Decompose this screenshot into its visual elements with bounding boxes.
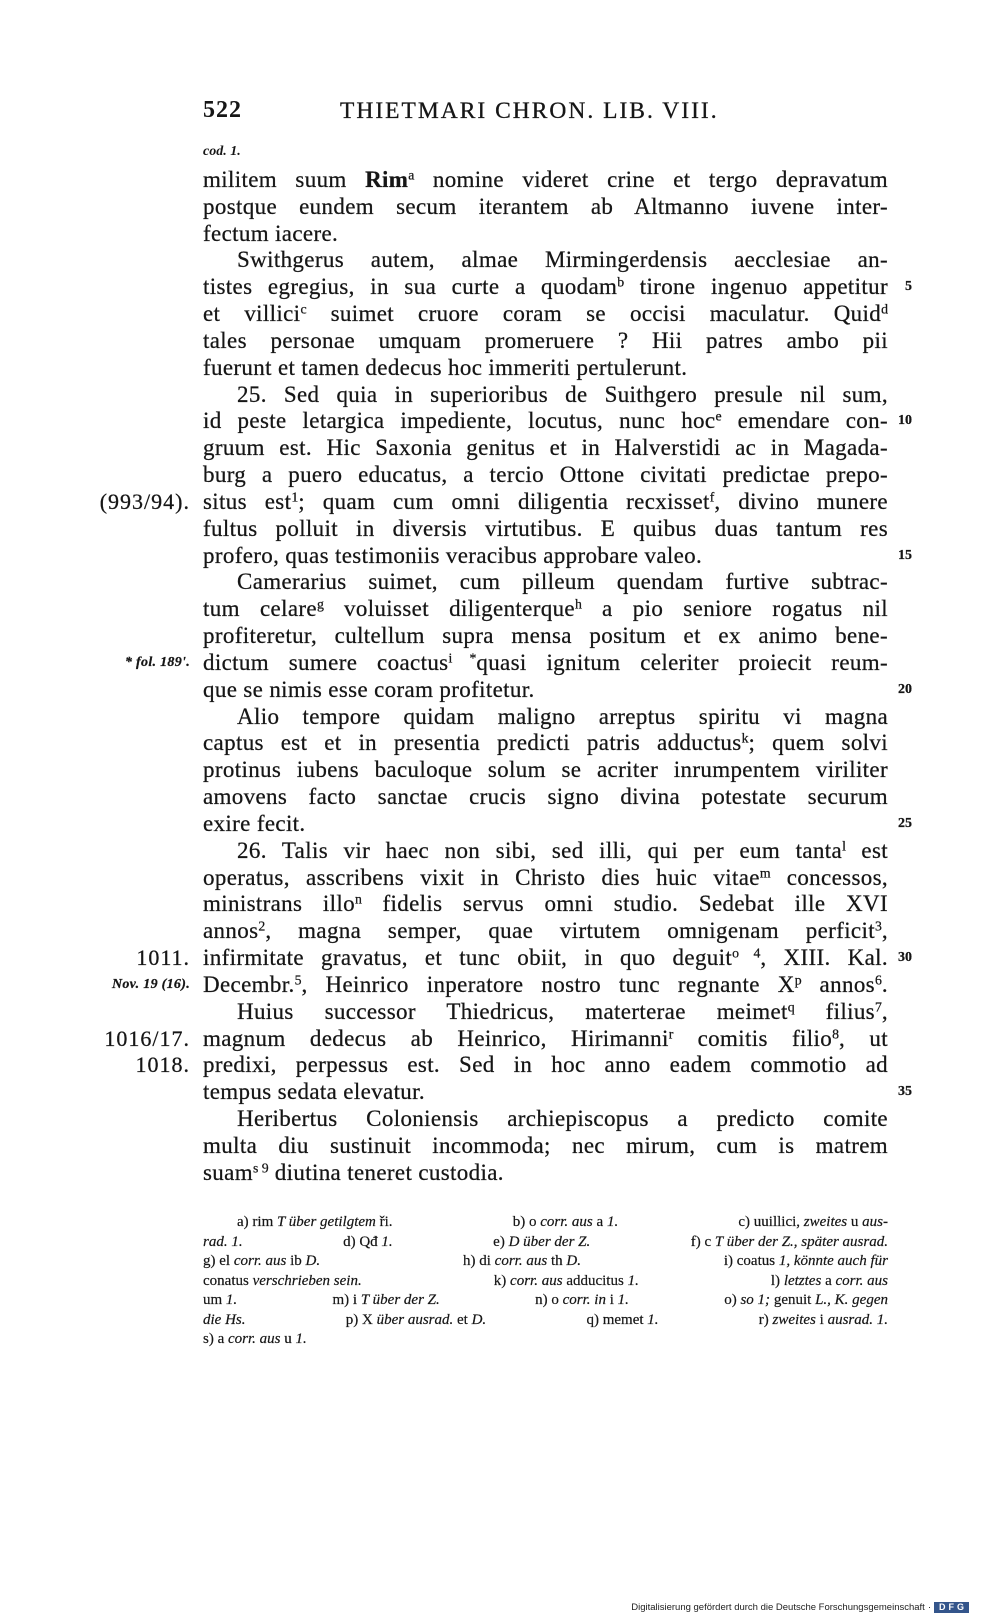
credit-separator: · — [927, 1601, 931, 1613]
margin-note: 1016/17. — [104, 1025, 190, 1051]
text-line — [111, 971, 888, 999]
text-run: exire fecit. — [203, 810, 306, 836]
text-line — [203, 757, 888, 784]
footnote-reference: b — [617, 274, 625, 290]
italic-text: 1. — [606, 1214, 619, 1230]
text-line — [203, 408, 912, 435]
italic-text: corr. aus — [494, 1253, 548, 1269]
text-line — [203, 435, 888, 462]
text-run: dictum sumere coactus — [203, 649, 449, 675]
text-run: burg a puero educatus, a tercio Ottone civitati predictae prepo- — [203, 462, 888, 488]
text-line — [203, 355, 888, 382]
text-run: operatus, asscribens vixit in Christo dies huic vitae — [203, 864, 760, 890]
italic-text: so 1; — [740, 1292, 771, 1308]
footnote-reference: q — [787, 999, 795, 1015]
text-run: q) memet — [586, 1311, 648, 1328]
text-line — [203, 891, 888, 918]
bold-text: Rim — [365, 167, 409, 192]
running-title: THIETMARI CHRON. LIB. VIII. — [340, 98, 719, 124]
text-line — [203, 838, 888, 865]
italic-text: corr. aus — [228, 1331, 281, 1347]
text-run: genuit — [770, 1292, 816, 1308]
paragraph — [104, 998, 912, 1106]
footnote-entry — [203, 1311, 246, 1331]
margin-note: 1011. — [136, 945, 190, 971]
dfg-logo-icon: DFG — [934, 1602, 969, 1613]
footnote-reference: n — [355, 891, 362, 907]
footnote-entry — [494, 1272, 639, 1292]
text-line — [203, 596, 888, 623]
footnote-reference: i — [448, 650, 453, 666]
digitization-credit — [631, 1600, 969, 1614]
text-run: um — [203, 1292, 226, 1308]
footnote-reference: 2 — [258, 918, 266, 934]
text-run: adducitus — [562, 1272, 628, 1289]
text-run: Decembr. — [203, 971, 295, 997]
italic-text: D. — [471, 1311, 487, 1328]
italic-text: D. — [305, 1253, 321, 1269]
text-run: , Heinrico inperatore nostro tunc regnante X — [301, 971, 795, 997]
text-run: fectum iacere. — [203, 220, 339, 246]
text-run: id peste letargica impediente, locutus, nunc hoc — [203, 408, 716, 434]
italic-text: 1. — [381, 1233, 393, 1250]
footnote-entry — [724, 1252, 888, 1272]
text-run: g) el — [203, 1253, 234, 1269]
italic-text: ausrad. 1. — [827, 1311, 888, 1328]
text-line — [124, 649, 888, 677]
text-run: Alio tempore quidam maligno arreptus spiritu vi magna — [237, 703, 888, 729]
text-run: captus est et in presentia predicti patris adductus — [203, 730, 742, 756]
text-run: profero, quas testimoniis veracibus approbare valeo. — [203, 542, 703, 568]
text-line — [203, 999, 888, 1026]
italic-text: L., K. gegen — [815, 1292, 888, 1308]
paragraph — [99, 381, 912, 570]
footnote-reference: * — [452, 650, 477, 666]
text-line — [203, 1160, 888, 1187]
text-run: militem suum — [203, 167, 366, 192]
text-line — [203, 462, 888, 489]
text-line — [203, 382, 888, 409]
text-run: ; quem solvi — [748, 730, 889, 756]
text-line — [135, 1052, 888, 1079]
footnote-reference: 8 — [832, 1025, 840, 1041]
text-line — [203, 676, 912, 704]
text-run: Swithgerus autem, almae Mirmingerdensis aecclesiae an- — [237, 247, 888, 273]
footnote-reference: 6 — [874, 972, 882, 988]
text-line — [203, 704, 888, 731]
italic-text: über ausrad. — [376, 1311, 454, 1328]
footnote-entry — [759, 1311, 888, 1331]
text-run: suimet cruore coram se occisi maculatur. Quid — [306, 301, 882, 327]
italic-text: corr. in — [562, 1292, 606, 1308]
footnote-line — [203, 1272, 888, 1292]
footnote-reference: g — [316, 596, 324, 612]
text-line — [203, 247, 888, 274]
footnote-entry — [513, 1213, 618, 1233]
footnote-entry — [724, 1291, 888, 1311]
text-run: et — [453, 1311, 472, 1328]
italic-text: die Hs. — [203, 1311, 246, 1328]
text-run: b) o — [512, 1214, 541, 1230]
text-run: nomine videret crine et tergo depravatum — [414, 167, 888, 192]
text-run: tales personae umquam promeruere ? Hii patres ambo pii — [203, 327, 888, 353]
italic-text: corr. aus — [233, 1253, 287, 1269]
text-line — [203, 328, 888, 355]
footnote-entry — [203, 1330, 307, 1350]
footnote-entry — [493, 1233, 590, 1253]
text-run: i — [605, 1292, 618, 1308]
footnote-reference: k — [741, 730, 749, 746]
footnote-entry — [738, 1213, 888, 1233]
italic-text: corr. aus — [540, 1214, 593, 1230]
text-run: a pio seniore rogatus nil — [581, 596, 888, 622]
text-line — [136, 945, 912, 972]
italic-text: T über der Z. — [360, 1292, 440, 1308]
text-line — [203, 865, 888, 892]
footnote-reference: a — [408, 167, 415, 183]
italic-text: 1. — [225, 1292, 238, 1308]
text-run: s) a — [203, 1331, 228, 1347]
footnote-reference: o 4 — [732, 945, 761, 961]
footnote-reference: l — [842, 838, 846, 854]
text-run: i — [815, 1311, 828, 1328]
text-run: r) — [758, 1311, 773, 1328]
text-run: tirone ingenuo appetitur — [624, 274, 888, 300]
italic-text: corr. aus — [835, 1272, 888, 1289]
line-number: 25 — [898, 815, 912, 831]
footnote-entry — [203, 1272, 362, 1292]
text-run: concessos, — [770, 864, 888, 890]
italic-text: corr. aus — [510, 1272, 563, 1289]
text-run: predixi, perpessus est. Sed in hoc anno eadem commotio ad — [203, 1052, 888, 1078]
text-run: th — [547, 1253, 567, 1269]
text-run: ministrans illo — [203, 891, 355, 917]
text-run: annos — [801, 971, 875, 997]
text-run: gruum est. Hic Saxonia genitus et in Halverstidi ac in Magada- — [203, 435, 888, 461]
italic-text: 1. — [627, 1272, 639, 1289]
paragraph — [111, 837, 912, 999]
text-line — [203, 194, 888, 221]
margin-note: * fol. 189'. — [124, 654, 190, 670]
footnote-entry — [203, 1252, 320, 1272]
italic-text: zweites — [772, 1311, 816, 1328]
text-run: que se nimis esse coram profitetur. — [203, 676, 535, 702]
credit-text: Digitalisierung gefördert durch die Deutsche Forschungsgemeinschaft — [631, 1601, 925, 1613]
footnote-reference: c — [300, 301, 307, 317]
main-text — [99, 167, 912, 1186]
text-run: protinus iubens baculoque solum se acriter inrumpentem viriliter — [203, 757, 888, 783]
text-line — [203, 221, 888, 248]
text-run: , XIII. Kal. — [760, 945, 888, 971]
text-line — [203, 1106, 888, 1133]
footnote-entry — [203, 1291, 237, 1311]
footnote-reference: s 9 — [252, 1160, 269, 1176]
text-run: quasi ignitum celeriter proiecit reum- — [476, 649, 888, 675]
footnote-line — [203, 1233, 888, 1253]
text-run: h) di — [463, 1253, 495, 1269]
footnote-entry — [203, 1233, 243, 1253]
text-run: ři. — [375, 1214, 393, 1230]
text-line — [99, 488, 888, 516]
text-line — [203, 569, 888, 596]
text-run: conatus — [203, 1272, 253, 1289]
italic-text: T über getilgtem — [276, 1214, 376, 1230]
footnote-entry — [771, 1272, 888, 1292]
text-run: ; quam cum omni diligentia recxisset — [298, 488, 710, 514]
italic-text: 1. — [617, 1292, 629, 1308]
text-run: Camerarius suimet, cum pilleum quendam furtive subtrac- — [237, 569, 888, 595]
page-number: 522 — [203, 97, 242, 123]
line-number: 20 — [898, 681, 912, 697]
italic-text: letztes — [783, 1272, 822, 1289]
text-run: comitis filio — [673, 1025, 833, 1051]
paragraph — [203, 703, 912, 838]
footnote-reference: m — [759, 864, 771, 880]
paragraph — [203, 247, 912, 381]
text-line — [203, 274, 912, 301]
text-run: postque eundem secum iterantem ab Altmanno iuvene inter- — [203, 193, 888, 219]
text-run: k) — [493, 1272, 511, 1289]
text-line — [104, 1025, 888, 1053]
text-run: n) o — [535, 1292, 563, 1308]
footnote-entry — [691, 1233, 888, 1253]
footnote-line — [203, 1213, 888, 1233]
text-run: 25. Sed quia in superioribus de Suithgero presule nil sum, — [237, 381, 888, 407]
text-line — [203, 1133, 888, 1160]
text-run: fultus polluit in diversis virtutibus. E quibus duas tantum res — [203, 515, 888, 541]
text-run: , — [881, 998, 888, 1024]
footnote-reference: 3 — [874, 918, 882, 934]
margin-note: Nov. 19 (16). — [111, 976, 190, 992]
line-number: 5 — [905, 279, 912, 295]
text-line — [203, 167, 888, 194]
text-run: et villici — [203, 301, 301, 327]
text-run: a — [821, 1272, 836, 1289]
footnote-reference: r — [668, 1025, 674, 1041]
text-run: l) — [770, 1272, 784, 1289]
text-run: ib — [286, 1253, 306, 1269]
paragraph — [203, 1106, 888, 1186]
footnote-reference: f — [709, 489, 715, 505]
italic-text: verschrieben sein. — [252, 1272, 362, 1289]
footnote-reference: d — [881, 301, 889, 317]
text-run: tum celare — [203, 596, 317, 622]
text-run: amovens facto sanctae crucis signo divina potestate securum — [203, 784, 888, 810]
margin-note: (993/94). — [99, 488, 190, 514]
footnote-line — [203, 1252, 888, 1272]
text-run: annos — [203, 918, 259, 944]
line-number: 15 — [898, 547, 912, 563]
text-run: i) coatus — [723, 1253, 779, 1269]
footnote-entry — [346, 1311, 486, 1331]
text-line — [203, 301, 888, 328]
text-run: , ut — [839, 1025, 888, 1051]
italic-text: D. — [566, 1253, 581, 1269]
text-run: tistes egregius, in sua curte a quodam — [203, 274, 618, 300]
text-run: f) c — [690, 1233, 715, 1250]
text-run: situs est — [203, 488, 292, 514]
text-run: fuerunt et tamen dedecus hoc immeriti pertulerunt. — [203, 354, 688, 380]
text-line — [203, 542, 912, 570]
footnote-entry — [535, 1291, 629, 1311]
text-run: . — [881, 971, 888, 997]
text-run: , magna semper, quae virtutem omnigenam perficit — [265, 918, 875, 944]
text-run: a — [592, 1214, 607, 1230]
text-run: filius — [794, 998, 875, 1024]
italic-text: D über der Z. — [508, 1233, 591, 1250]
text-run: u — [847, 1214, 863, 1230]
line-number: 30 — [898, 950, 912, 966]
italic-text: 1. — [295, 1331, 307, 1347]
text-run: c) uuillici, — [738, 1214, 804, 1230]
text-line — [203, 730, 888, 757]
italic-text: zweites — [803, 1214, 848, 1230]
line-number: 10 — [898, 413, 912, 429]
footnote-entry — [333, 1291, 440, 1311]
text-run: Heribertus Coloniensis archiepiscopus a predicto comite — [237, 1105, 888, 1131]
text-line — [203, 810, 912, 838]
text-run: d) Qđ — [343, 1233, 382, 1250]
footnote-reference: e — [715, 408, 722, 424]
text-run: infirmitate gravatus, et tunc obiit, in quo deguit — [203, 945, 733, 971]
text-run: , — [881, 918, 888, 944]
footnote-line — [203, 1291, 888, 1311]
text-run: o) — [724, 1292, 741, 1308]
text-line — [203, 918, 888, 945]
text-line — [203, 516, 888, 543]
text-run: m) i — [332, 1292, 361, 1308]
text-run: tempus sedata elevatur. — [203, 1079, 426, 1105]
paragraph — [203, 167, 888, 247]
text-run: diutina teneret custodia. — [268, 1159, 504, 1185]
text-run: suam — [203, 1159, 253, 1185]
text-run: , divino munere — [714, 488, 888, 514]
text-run: emendare con- — [721, 408, 888, 434]
footnote-entry — [463, 1252, 581, 1272]
footnotes — [203, 1213, 888, 1350]
footnote-entry — [343, 1233, 393, 1253]
text-run: Huius successor Thiedricus, materterae meimet — [237, 998, 788, 1024]
codex-note: cod. 1. — [203, 144, 241, 159]
text-run: profiteretur, cultellum supra mensa positum et ex animo bene- — [203, 623, 888, 649]
italic-text: 1, könnte auch für — [778, 1253, 888, 1269]
text-run: u — [280, 1331, 296, 1347]
footnote-reference: 7 — [874, 999, 882, 1015]
text-line — [203, 623, 888, 650]
footnote-reference: 1 — [291, 489, 299, 505]
text-run: multa diu sustinuit incommoda; nec mirum, cum is matrem — [203, 1132, 888, 1158]
footnote-line — [203, 1330, 888, 1350]
italic-text: 1. — [647, 1311, 659, 1328]
paragraph — [124, 569, 912, 703]
text-run: a) rim — [237, 1214, 277, 1230]
footnote-entry — [237, 1213, 393, 1233]
italic-text: aus- — [862, 1214, 888, 1230]
margin-note: 1018. — [135, 1052, 190, 1078]
italic-text: rad. 1. — [203, 1233, 243, 1250]
footnote-reference: 5 — [294, 972, 302, 988]
text-line — [203, 784, 888, 811]
footnote-line — [203, 1311, 888, 1331]
text-run: 26. Talis vir haec non sibi, sed illi, qui per eum tanta — [237, 837, 843, 863]
line-number: 35 — [898, 1084, 912, 1100]
text-run: est — [845, 837, 888, 863]
text-run: fidelis servus omni studio. Sedebat ille XVI — [361, 891, 888, 917]
footnote-reference: p — [794, 972, 802, 988]
text-run: p) X — [345, 1311, 377, 1328]
text-run: voluisset diligenterque — [323, 596, 575, 622]
text-run: e) — [493, 1233, 509, 1250]
text-run: magnum dedecus ab Heinrico, Hirimanni — [203, 1025, 669, 1051]
italic-text: T über der Z., später ausrad. — [714, 1233, 888, 1250]
footnote-entry — [586, 1311, 658, 1331]
footnote-reference: h — [575, 596, 582, 612]
text-line — [203, 1079, 912, 1106]
